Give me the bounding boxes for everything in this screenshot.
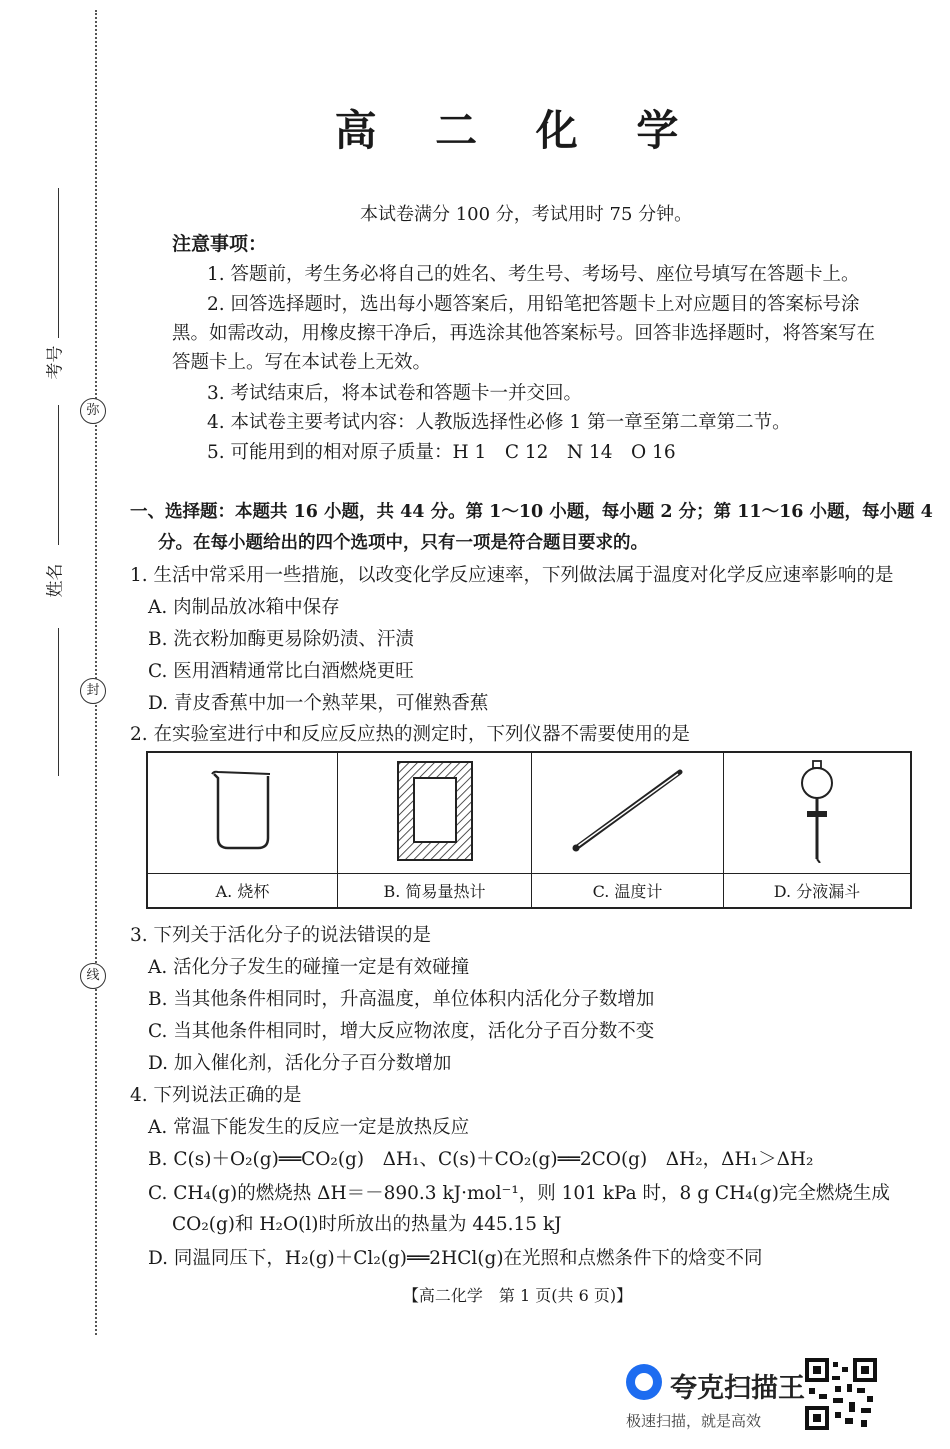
question-stem: 2. 在实验室进行中和反应反应热的测定时，下列仪器不需要使用的是 <box>130 724 691 745</box>
exam-no-underline <box>58 188 59 338</box>
name-label: 姓名 <box>45 563 66 598</box>
notice-line: 黑。如需改动，用橡皮擦干净后，再选涂其他答案标号。回答非选择题时，将答案写在 <box>172 323 876 344</box>
option: D. 同温同压下，H₂(g)＋Cl₂(g)══2HCl(g)在光照和点燃条件下的焓变不同 <box>148 1248 763 1269</box>
option: B. 洗衣粉加酶更易除奶渍、汗渍 <box>148 629 414 650</box>
thermometer-icon <box>568 766 688 856</box>
notice-line: 3. 考试结束后，将本试卷和答题卡一并交回。 <box>207 383 583 404</box>
notice-heading: 注意事项： <box>172 233 268 255</box>
seal-char: 弥 <box>80 398 106 424</box>
option: C. 当其他条件相同时，增大反应物浓度，活化分子百分数不变 <box>148 1021 655 1042</box>
option: D. 青皮香蕉中加一个熟苹果，可催熟香蕉 <box>148 693 489 714</box>
calorimeter-icon <box>395 759 475 863</box>
question-stem: 4. 下列说法正确的是 <box>130 1085 302 1106</box>
option: C. CH₄(g)的燃烧热 ΔH＝－890.3 kJ·mol⁻¹，则 101 kPa 时，8 g CH₄(g)完全燃烧生成 <box>148 1183 890 1204</box>
watermark-name: 夸克扫描王 <box>670 1373 805 1404</box>
scanner-logo-icon <box>626 1364 662 1400</box>
name-underline <box>58 628 59 776</box>
calorimeter-cell <box>338 752 532 873</box>
page-title: 高 二 化 学 <box>334 106 701 155</box>
seal-char: 线 <box>80 963 106 989</box>
page-footer: 【高二化学 第 1 页(共 6 页)】 <box>402 1286 633 1305</box>
notice-line: 2. 回答选择题时，选出每小题答案后，用铅笔把答题卡上对应题目的答案标号涂 <box>207 294 860 315</box>
binding-dashed-line <box>95 10 97 1335</box>
option: A. 肉制品放冰箱中保存 <box>148 597 340 618</box>
apparatus-caption: C. 温度计 <box>532 873 724 908</box>
apparatus-caption: B. 简易量热计 <box>338 873 532 908</box>
watermark-slogan: 极速扫描，就是高效 <box>626 1412 762 1430</box>
option: B. 当其他条件相同时，升高温度，单位体积内活化分子数增加 <box>148 989 655 1010</box>
beaker-cell <box>147 752 338 873</box>
thermometer-cell <box>532 752 724 873</box>
divider-line <box>58 405 59 545</box>
option: A. 常温下能发生的反应一定是放热反应 <box>148 1117 470 1138</box>
exam-no-label: 考号 <box>45 345 66 380</box>
notice-line: 5. 可能用到的相对原子质量：H 1 C 12 N 14 O 16 <box>207 442 676 463</box>
apparatus-caption: A. 烧杯 <box>147 873 338 908</box>
option: B. C(s)＋O₂(g)══CO₂(g) ΔH₁、C(s)＋CO₂(g)══2CO(g) ΔH₂，ΔH₁＞ΔH₂ <box>148 1149 814 1170</box>
question-stem: 1. 生活中常采用一些措施，以改变化学反应速率，下列做法属于温度对化学反应速率影响的是 <box>130 565 894 586</box>
funnel-cell <box>724 752 912 873</box>
option: A. 活化分子发生的碰撞一定是有效碰撞 <box>148 957 470 978</box>
option: D. 加入催化剂，活化分子百分数增加 <box>148 1053 452 1074</box>
notice-line: 4. 本试卷主要考试内容：人教版选择性必修 1 第一章至第二章第二节。 <box>207 412 791 433</box>
exam-intro: 本试卷满分 100 分，考试用时 75 分钟。 <box>360 204 693 225</box>
seal-char: 封 <box>80 678 106 704</box>
notice-line: 1. 答题前，考生务必将自己的姓名、考生号、考场号、座位号填写在答题卡上。 <box>207 264 860 285</box>
option: C. 医用酒精通常比白酒燃烧更旺 <box>148 661 414 682</box>
beaker-icon <box>208 766 278 856</box>
separatory-funnel-icon <box>792 759 842 863</box>
option-cont: CO₂(g)和 H₂O(l)时所放出的热量为 445.15 kJ <box>172 1214 562 1235</box>
question-stem: 3. 下列关于活化分子的说法错误的是 <box>130 925 432 946</box>
section-heading-cont: 分。在每小题给出的四个选项中，只有一项是符合题目要求的。 <box>158 533 648 553</box>
section-heading: 一、选择题：本题共 16 小题，共 44 分。第 1～10 小题，每小题 2 分；第 11～16 小题，每小题 4 <box>130 502 933 522</box>
notice-line: 答题卡上。写在本试卷上无效。 <box>172 352 432 373</box>
apparatus-caption: D. 分液漏斗 <box>724 873 912 908</box>
qr-code-icon <box>805 1358 877 1430</box>
apparatus-table <box>146 751 912 909</box>
